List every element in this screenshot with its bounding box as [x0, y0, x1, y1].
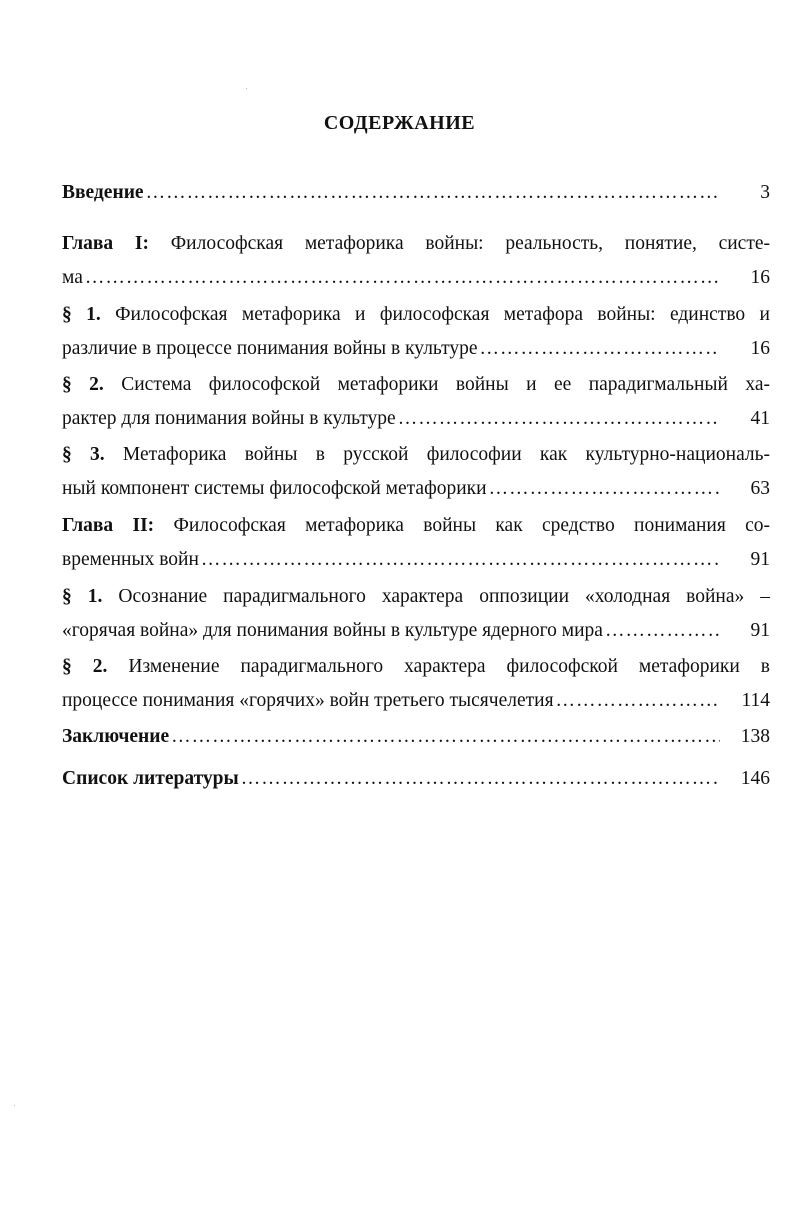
leader-dots — [85, 265, 720, 291]
toc-entry-ch1-sec3-cont[interactable] — [62, 476, 770, 502]
toc-entry-conclusion[interactable] — [62, 724, 770, 750]
leader-dots — [398, 406, 720, 432]
toc-entry-text: Осознание парадигмального характера оппозиции «холодная война» – — [118, 586, 771, 607]
toc-entry-text: процессе понимания «горячих» войн третьего тысячелетия — [62, 690, 554, 711]
toc-entry-label: Глава I: — [62, 233, 150, 254]
toc-entry-ch2-sec1[interactable] — [62, 584, 770, 610]
leader-dots — [146, 180, 720, 206]
toc-entry-label: § 1. — [62, 304, 101, 325]
toc-entry-text: временных войн — [62, 549, 199, 570]
toc-entry-text: различие в процессе понимания войны в культуре — [62, 338, 478, 359]
scan-speck — [246, 88, 247, 89]
leader-dots — [489, 476, 720, 502]
toc-entry-label: Введение — [62, 182, 144, 203]
toc-entry-introduction[interactable] — [62, 180, 770, 206]
leader-dots — [241, 766, 720, 792]
toc-entry-label: Список литературы — [62, 768, 239, 789]
toc-entry-text: Метафорика войны в русской философии как культурно-националь- — [122, 444, 771, 465]
toc-entry-ch1-sec3[interactable] — [62, 442, 770, 468]
toc-entry-chapter-1[interactable] — [62, 231, 770, 257]
toc-entry-text: рактер для понимания войны в культуре — [62, 408, 396, 429]
toc-page-number: 63 — [750, 478, 770, 499]
toc-title: СОДЕРЖАНИЕ — [323, 112, 476, 134]
toc-page-number: 3 — [760, 182, 770, 203]
toc-entry-text: «горячая война» для понимания войны в культуре ядерного мира — [62, 620, 603, 641]
toc-page-number: 138 — [740, 726, 770, 747]
toc-entry-chapter-2[interactable] — [62, 513, 770, 539]
toc-entry-text: ный компонент системы философской метафорики — [62, 478, 487, 499]
toc-page-number: 91 — [750, 549, 770, 570]
toc-entry-label: § 2. — [62, 374, 104, 395]
leader-dots — [171, 724, 720, 750]
toc-entry-chapter-1-cont[interactable] — [62, 265, 770, 291]
toc-entry-ch2-sec1-cont[interactable] — [62, 618, 770, 644]
toc-entry-ch1-sec2-cont[interactable] — [62, 406, 770, 432]
toc-entry-text: Философская метафорика войны как средство понимания со- — [173, 515, 771, 536]
toc-entry-label: Глава II: — [62, 515, 155, 536]
toc-entry-text: ма — [62, 267, 83, 288]
toc-page-number: 16 — [750, 267, 770, 288]
toc-entry-ch1-sec1-cont[interactable] — [62, 336, 770, 362]
leader-dots — [201, 547, 720, 573]
toc-entry-label: § 3. — [62, 444, 105, 465]
toc-entry-text: Система философской метафорики войны и ее парадигмальный ха- — [121, 374, 770, 395]
toc-entry-ch2-sec2[interactable] — [62, 654, 770, 680]
toc-page-number: 41 — [750, 408, 770, 429]
toc-entry-text: Философская метафорика войны: реальность, понятие, систе- — [170, 233, 771, 254]
leader-dots — [605, 618, 720, 644]
toc-entry-ch2-sec2-cont[interactable] — [62, 688, 770, 714]
toc-page-number: 114 — [741, 690, 770, 711]
leader-dots — [556, 688, 720, 714]
toc-entry-label: § 2. — [62, 656, 108, 677]
leader-dots — [480, 336, 721, 362]
toc-page-number: 146 — [740, 768, 770, 789]
scan-speck — [14, 1105, 15, 1106]
toc-page-number: 91 — [750, 620, 770, 641]
toc-entry-bibliography[interactable] — [62, 766, 770, 792]
toc-entry-text: Изменение парадигмального характера философской метафорики в — [128, 656, 771, 677]
toc-entry-ch1-sec2[interactable] — [62, 372, 770, 398]
toc-entry-ch1-sec1[interactable] — [62, 302, 770, 328]
toc-page-number: 16 — [750, 338, 770, 359]
toc-entry-label: § 1. — [62, 586, 103, 607]
toc-entry-chapter-2-cont[interactable] — [62, 547, 770, 573]
toc-entry-text: Философская метафорика и философская метафора войны: единство и — [115, 304, 770, 325]
toc-entry-label: Заключение — [62, 726, 170, 747]
